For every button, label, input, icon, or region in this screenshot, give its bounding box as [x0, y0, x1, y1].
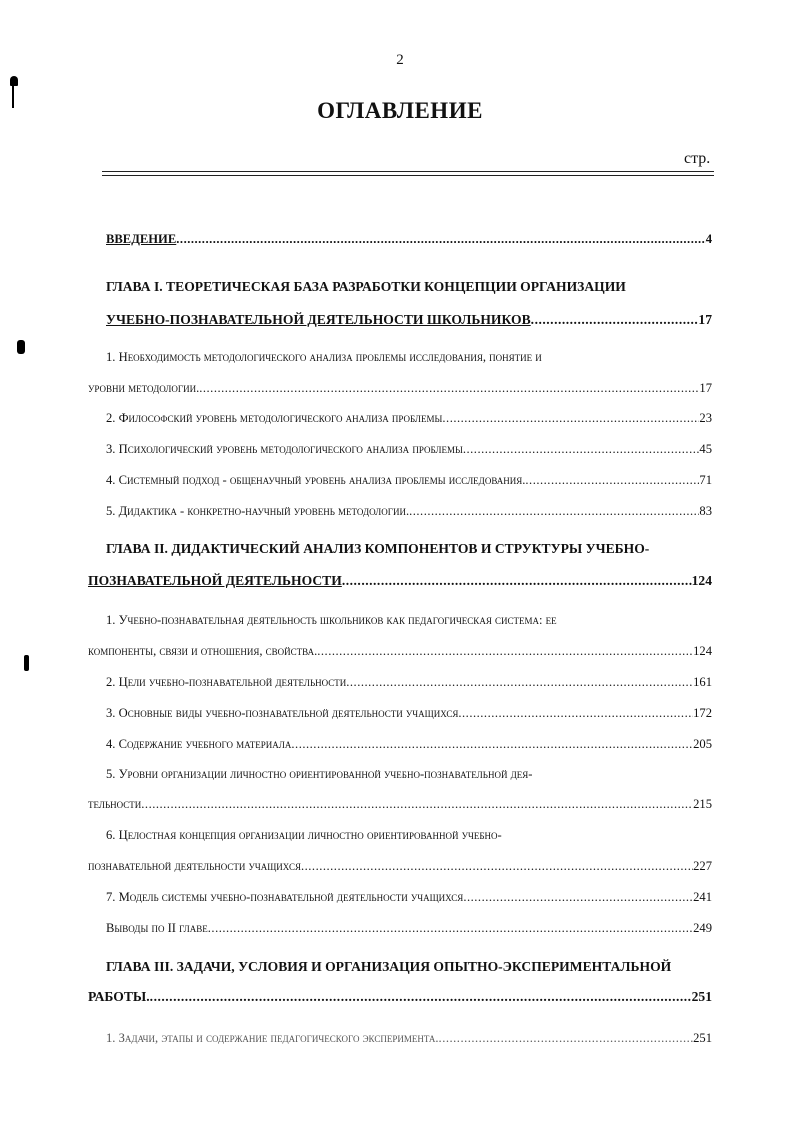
toc-entry-conclusions-2[interactable]	[106, 921, 712, 936]
toc-entry-title: 4. Содержание учебного материала	[106, 737, 292, 751]
toc-entry-title: 1. Задачи, этапы и содержание педагогического эксперимента.	[106, 1031, 439, 1045]
toc-entry-title: ВВЕДЕНИЕ	[106, 232, 177, 246]
chapter1-title[interactable]: ГЛАВА I. ТЕОРЕТИЧЕСКАЯ БАЗА РАЗРАБОТКИ КОНЦЕПЦИИ ОРГАНИЗАЦИИ	[106, 279, 626, 294]
toc-entry-section-2-4[interactable]	[106, 737, 712, 752]
toc-page-number: 215	[693, 797, 712, 811]
toc-entry-title: компоненты, связи и отношения, свойства.	[88, 644, 318, 658]
toc-entry-section-2-5[interactable]: 5. Уровни организации личностно ориентированной учебно-познавательной дея-	[106, 767, 533, 781]
toc-entry-chapter2[interactable]	[88, 573, 712, 589]
toc-entry-title: РАБОТЫ.	[88, 989, 150, 1004]
toc-entry-section-1-4[interactable]	[106, 473, 712, 488]
toc-page-number: 23	[699, 411, 712, 425]
toc-entry-section-3-1[interactable]	[106, 1031, 712, 1046]
toc-entry-chapter3[interactable]	[88, 989, 712, 1005]
toc-entry-section-2-5-cont[interactable]	[88, 797, 712, 812]
toc-entry-section-2-3[interactable]	[106, 706, 712, 721]
divider	[102, 171, 714, 172]
toc-page-number: 17	[698, 312, 712, 327]
page-number: 2	[396, 52, 404, 68]
toc-entry-section-2-6-cont[interactable]	[88, 859, 712, 874]
toc-entry-title: 2. Цели учебно-познавательной деятельности	[106, 675, 347, 689]
toc-entry-section-2-1[interactable]: 1. Учебно-познавательная деятельность школьников как педагогическая система: ее	[106, 613, 557, 627]
toc-page-number: 124	[691, 573, 712, 588]
toc-page-number: 83	[699, 504, 712, 518]
toc-page-number: 161	[693, 675, 712, 689]
toc-entry-section-2-2[interactable]	[106, 675, 712, 690]
scan-mark	[24, 655, 29, 671]
toc-entry-section-1-2[interactable]	[106, 411, 712, 426]
toc-entry-intro[interactable]	[106, 232, 712, 247]
toc-page-number: 45	[699, 442, 712, 456]
toc-entry-title: 3. Основные виды учебно-познавательной деятельности учащихся	[106, 706, 459, 720]
toc-page-number: 227	[693, 859, 712, 873]
pages-column-label: стр.	[684, 150, 711, 167]
page-title: ОГЛАВЛЕНИЕ	[317, 98, 483, 123]
toc-page-number: 124	[693, 644, 712, 658]
toc-page-number: 172	[693, 706, 712, 720]
toc-entry-title: 2. Философский уровень методологического анализа проблемы	[106, 411, 443, 425]
toc-entry-title: тельности	[88, 797, 142, 811]
toc-page-number: 249	[693, 921, 712, 935]
toc-entry-title: уровни методологии.	[88, 381, 200, 395]
toc-entry-title: 7. Модель системы учебно-познавательной деятельности учащихся	[106, 890, 464, 904]
toc-page-number: 71	[699, 473, 712, 487]
chapter3-title[interactable]: ГЛАВА III. ЗАДАЧИ, УСЛОВИЯ И ОРГАНИЗАЦИЯ ОПЫТНО-ЭКСПЕРИМЕНТАЛЬНОЙ	[106, 959, 672, 974]
toc-entry-section-1-3[interactable]	[106, 442, 712, 457]
toc-entry-title: ПОЗНАВАТЕЛЬНОЙ ДЕЯТЕЛЬНОСТИ	[88, 573, 342, 588]
toc-page-number: 4	[705, 232, 712, 246]
scan-mark	[17, 340, 25, 354]
toc-page-number: 251	[693, 1031, 712, 1045]
toc-entry-section-2-7[interactable]	[106, 890, 712, 905]
scan-mark	[10, 76, 18, 86]
toc-entry-chapter1[interactable]	[106, 312, 712, 328]
toc-entry-section-1-1-cont[interactable]	[88, 381, 712, 396]
chapter2-title[interactable]: ГЛАВА II. ДИДАКТИЧЕСКИЙ АНАЛИЗ КОМПОНЕНТОВ И СТРУКТУРЫ УЧЕБНО-	[106, 541, 650, 556]
toc-entry-title: 3. Психологический уровень методологического анализа проблемы	[106, 442, 463, 456]
toc-entry-section-2-1-cont[interactable]	[88, 644, 712, 659]
toc-entry-section-1-1[interactable]: 1. Необходимость методологического анализа проблемы исследования, понятие и	[106, 350, 542, 364]
toc-entry-title: познавательной деятельности учащихся	[88, 859, 301, 873]
toc-entry-title: 4. Системный подход - общенаучный уровень анализа проблемы исследования.	[106, 473, 526, 487]
toc-entry-section-2-6[interactable]: 6. Целостная концепция организации личностно ориентированной учебно-	[106, 828, 502, 842]
toc-page-number: 17	[699, 381, 712, 395]
toc-entry-title: Выводы по II главе	[106, 921, 208, 935]
toc-page-number: 241	[693, 890, 712, 904]
toc-entry-title: УЧЕБНО-ПОЗНАВАТЕЛЬНОЙ ДЕЯТЕЛЬНОСТИ ШКОЛЬНИКОВ	[106, 312, 531, 327]
toc-entry-title: 5. Дидактика - конкретно-научный уровень методологии.	[106, 504, 410, 518]
toc-entry-section-1-5[interactable]	[106, 504, 712, 519]
divider	[102, 175, 714, 176]
toc-page-number: 205	[693, 737, 712, 751]
toc-page-number: 251	[691, 989, 712, 1004]
